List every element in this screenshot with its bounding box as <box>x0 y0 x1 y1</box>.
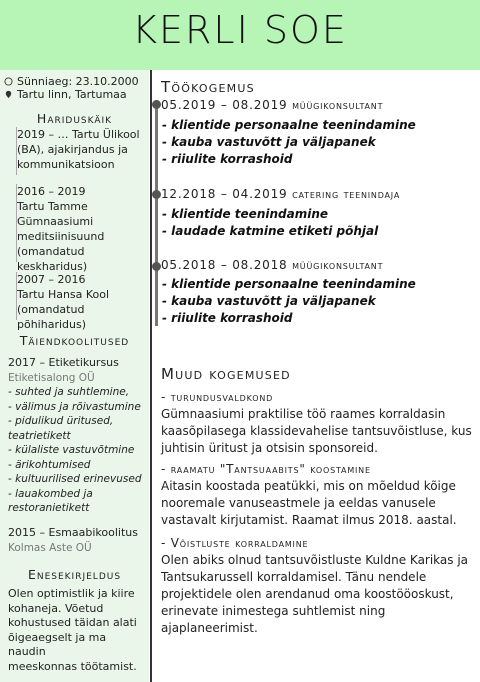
course-organizer: Kolmas Aste OÜ <box>8 541 92 554</box>
course-title: 2017 – Etiketikursus <box>8 356 119 369</box>
courses-heading: Täiendkoolitused <box>19 333 130 348</box>
course-topic: - kultuurilised erinevused <box>8 473 142 485</box>
text-line: nooremale vanuseastmele ja eeldas vanusele <box>161 496 436 510</box>
course-topic: - pidulikud üritused, <box>8 415 114 427</box>
course-topic-list <box>8 385 146 516</box>
text-line: Aitasin koostada peatükki, mis on mõeldud kõige <box>161 479 456 493</box>
other-text <box>161 478 473 529</box>
text-line: vastavalt kirjutamist. Raamat ilmus 2018. aastal. <box>161 513 457 527</box>
self-line: kohustused täidan alati <box>8 616 137 629</box>
text-line: juhtisin üritust ja otsisin sponsoreid. <box>161 441 378 455</box>
course-organizer: Etiketisalong OÜ <box>8 371 95 384</box>
education-line: Tartu Tamme <box>17 200 88 213</box>
job-duty: - klientide personaalne teenindamine <box>162 118 416 132</box>
column-divider <box>150 70 152 682</box>
text-line: projektidele olen arendanud oma koostööoskust, <box>161 587 454 601</box>
course-topic: - lauakombed ja <box>8 487 93 500</box>
education-line: Gümnaasiumi <box>17 215 94 228</box>
course-2 <box>8 526 146 555</box>
course-title: 2015 – Esmaabikoolitus <box>8 526 138 539</box>
timeline-dot <box>152 262 161 271</box>
job-title: 05.2018 – 08.2018 müügikonsultant <box>161 258 384 272</box>
self-description <box>8 587 146 674</box>
other-subheading: - Võistluste korraldamine <box>161 536 309 550</box>
job-duty: - kauba vastuvõtt ja väljapanek <box>162 294 376 308</box>
other-text <box>161 552 473 637</box>
self-line: kohaneja. Võetud <box>8 601 104 615</box>
education-line: Tartu Hansa Kool <box>17 288 110 301</box>
text-line: kaasõpilasega klassidevahelise tantsuvõistluse, kus <box>161 424 472 438</box>
text-line: erinevate inimestega suhtlemist ning ajaplaneerimist. <box>161 604 386 635</box>
education-line: (omandatud põhiharidus) <box>17 303 87 331</box>
education-entry-2 <box>16 184 146 273</box>
job-duty: - kauba vastuvõtt ja väljapanek <box>162 135 376 149</box>
other-heading: Muud kogemused <box>161 365 291 383</box>
course-topic: - välimus ja rõivastumine <box>8 400 141 413</box>
job-title: 05.2019 – 08.2019 müügikonsultant <box>161 98 384 112</box>
timeline-bar <box>155 100 158 326</box>
course-1 <box>8 356 146 516</box>
job-duty: - klientide teenindamine <box>162 207 329 221</box>
education-line: meditsiinisuund <box>17 230 105 243</box>
education-period: 2019 – … Tartu Ülikool <box>17 128 140 141</box>
header-band <box>0 0 480 70</box>
text-line: Olen abiks olnud tantsuvõistluste Kuldne Karikas ja <box>161 553 469 567</box>
course-topic: - suhted ja suhtlemine, <box>8 386 130 398</box>
education-line: (omandatud keskharidus) <box>17 245 88 273</box>
self-line: Olen optimistlik ja kiire <box>8 587 135 600</box>
job-duties <box>162 117 416 168</box>
course-topic: restoranietikett <box>8 502 90 514</box>
birth-date: Sünniaeg: 23.10.2000 <box>17 75 139 88</box>
self-line: meeskonnas töötamist. <box>8 659 137 673</box>
other-subheading: - raamatu "Tantsuaabits" koostamine <box>161 462 371 476</box>
job-title: 12.2018 – 04.2019 catering teenindaja <box>161 187 401 201</box>
timeline-dot <box>152 100 161 109</box>
birth-row <box>4 75 139 88</box>
text-line: Tantsukarussell korraldamisel. Tänu nendele <box>161 570 427 584</box>
course-topic: - ärikohtumised <box>8 458 91 471</box>
job-duties <box>162 206 378 240</box>
education-entry-3 <box>16 272 146 331</box>
location-pin-icon <box>4 90 13 99</box>
education-line: kommunikatsioon <box>17 158 115 171</box>
other-subheading: - turundusvaldkond <box>161 390 274 404</box>
education-line: (BA), ajakirjandus ja <box>17 143 128 156</box>
job-duty: - riiulite korrashoid <box>162 152 293 166</box>
candidate-name: KERLI SOE <box>132 8 348 52</box>
work-heading: Töökogemus <box>161 78 255 96</box>
course-topic: teatrietikett <box>8 429 71 442</box>
education-period: 2016 – 2019 <box>17 185 86 198</box>
education-period: 2007 – 2016 <box>17 273 86 286</box>
job-duty: - riiulite korrashoid <box>162 311 293 325</box>
text-line: Gümnaasiumi praktilise töö raames korraldasin <box>161 407 446 421</box>
job-duty: - klientide personaalne teenindamine <box>162 277 416 291</box>
other-text <box>161 406 473 457</box>
timeline-dot <box>152 190 161 199</box>
course-topic: - külaliste vastuvõtmine <box>8 444 135 456</box>
job-duty: - laudade katmine etiketi põhjal <box>162 224 379 238</box>
self-description-heading: Enesekirjeldus <box>27 567 122 582</box>
clock-icon <box>4 77 13 86</box>
job-duties <box>162 276 416 327</box>
location-text: Tartu linn, Tartumaa <box>17 88 127 101</box>
location-row <box>4 88 127 101</box>
education-entry-1 <box>16 127 146 175</box>
self-line: õigeaegselt ja ma naudin <box>8 630 107 658</box>
education-heading: Hariduskäik <box>36 111 113 126</box>
